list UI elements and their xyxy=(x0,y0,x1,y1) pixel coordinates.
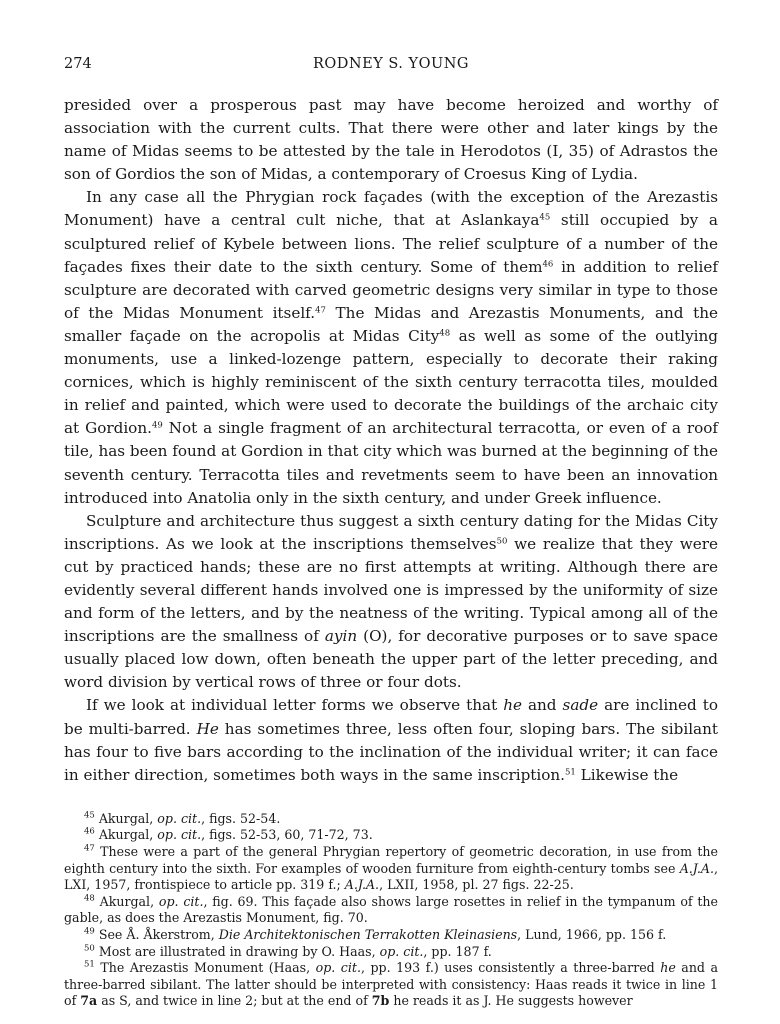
footnote-number: 46 xyxy=(84,826,95,837)
footnote-number: 45 xyxy=(84,810,95,821)
italic-citation: op. cit. xyxy=(157,810,202,826)
text-run: Most are illustrated in drawing by O. Haas, xyxy=(94,943,380,959)
italic-citation: op. cit. xyxy=(379,943,424,959)
journal-page xyxy=(64,56,718,1010)
body-text xyxy=(64,94,718,787)
italic-citation: op. cit. xyxy=(315,960,361,976)
text-run: , Lund, 1966, pp. 156 f. xyxy=(517,926,667,942)
text-run: , LXI, 1957, frontispiece to article pp. 319 f.; xyxy=(64,860,718,893)
text-run: , fig. 69. This façade also shows large rosettes in relief in the tympanum of the gable, as does the Arezastis Monument, fig. 70. xyxy=(64,893,718,926)
footnote-ref-47: 47 xyxy=(315,305,326,316)
footnote-50 xyxy=(64,944,718,961)
page-number: 274 xyxy=(64,56,92,72)
footnote-number: 48 xyxy=(84,893,95,904)
text-run: See Å. Åkerstrom, xyxy=(94,926,219,942)
text-run: has sometimes three, less often four, sloping bars. The sibilant has four to five bars according to the inclination of the individual writer; it can face in either direction, sometimes both ways in the same inscription. xyxy=(64,719,718,784)
italic-term-sade: sade xyxy=(562,696,599,715)
text-run: Akurgal, xyxy=(94,827,158,843)
footnote-47 xyxy=(64,844,718,894)
bold-inscription-ref: 7a xyxy=(80,993,98,1009)
text-run: , pp. 193 f.) uses consistently a three-barred xyxy=(360,960,661,976)
footnotes xyxy=(64,811,718,1010)
footnote-ref-45: 45 xyxy=(539,212,551,223)
footnote-45 xyxy=(64,811,718,828)
text-run: as well as some of the outlying monuments, use a linked-lozenge pattern, especially to decorate their raking cornices, which is highly reminiscent of the sixth century terracotta tiles, moulded in relief and painted, which were used to decorate the buildings of the archaic city at Gordion. xyxy=(64,326,719,438)
text-run: and xyxy=(521,696,563,715)
text-run: Sculpture and architecture thus suggest a sixth century dating for the Midas City inscriptions. As we look at the inscriptions themselves xyxy=(64,511,718,553)
text-run: are inclined to be multi-barred. xyxy=(64,696,718,738)
footnote-ref-49: 49 xyxy=(151,420,163,431)
footnote-number: 47 xyxy=(84,843,95,854)
italic-term-he: he xyxy=(503,696,522,715)
text-run: (O), for decorative purposes or to save space usually placed low down, often beneath the upper part of the letter preceding, and word division by vertical rows of three or four dots. xyxy=(64,627,718,692)
italic-citation: op. cit. xyxy=(157,827,202,843)
footnote-ref-51: 51 xyxy=(565,767,576,778)
footnote-number: 50 xyxy=(84,943,95,954)
text-run: still occupied by a sculptured relief of Kybele between lions. The relief sculpture of a number of the façades fixes their date to the sixth century. Some of them xyxy=(64,211,718,276)
text-run: The Midas and Arezastis Monuments, and the smaller façade on the acropolis at Midas City xyxy=(64,303,719,345)
footnote-46 xyxy=(64,827,718,844)
text-run: Not a single fragment of an architectural terracotta, or even of a roof tile, has been found at Gordion in that city which was burned at the beginning of the seventh century. Terracotta tiles and revetments seem to have been an innovation introduced into Anatolia only in the sixth century, and under Greek influence. xyxy=(64,419,718,507)
text-run: we realize that they were cut by practiced hands; these are no first attempts at writing. Although there are evidently several different hands involved one is impressed by the uniformity of size and form of the letters, and by the neatness of the writing. Typical among all of the inscriptions are the smallness of xyxy=(64,534,718,646)
text-run: , figs. 52-53, 60, 71-72, 73. xyxy=(201,827,373,843)
paragraph-2 xyxy=(64,186,718,509)
italic-citation: A.J.A. xyxy=(344,877,380,893)
text-run: These were a part of the general Phrygian repertory of geometric decoration, in use from the eighth century into the sixth. For examples of wooden furniture from eighth-century tombs see xyxy=(64,844,718,876)
text-run: , figs. 52-54. xyxy=(201,810,281,826)
text-run: The Arezastis Monument (Haas, xyxy=(94,960,316,976)
text-run: Akurgal, xyxy=(94,810,158,826)
text-run: If we look at individual letter forms we observe that xyxy=(86,696,504,715)
footnote-number: 49 xyxy=(84,926,95,937)
text-run: he reads it as J. He suggests however xyxy=(389,993,633,1009)
text-run: In any case all the Phrygian rock façades (with the exception of the Arezastis Monument) have a central cult niche, that at Aslankaya xyxy=(64,188,718,230)
italic-term-ayin: ayin xyxy=(324,627,358,646)
italic-citation: Die Architektonischen Terrakotten Kleinasiens xyxy=(218,926,518,942)
footnote-51 xyxy=(64,960,718,1010)
bold-inscription-ref: 7b xyxy=(371,993,390,1009)
page-header xyxy=(64,56,718,80)
paragraph-4 xyxy=(64,694,718,786)
text-run: as S, and twice in line 2; but at the end of xyxy=(97,993,372,1009)
text-run: , pp. 187 f. xyxy=(423,943,492,959)
paragraph-3 xyxy=(64,510,718,695)
italic-term-he: He xyxy=(196,719,219,738)
footnote-ref-46: 46 xyxy=(542,259,554,270)
text-run: Akurgal, xyxy=(94,893,159,909)
italic-citation: A.J.A. xyxy=(679,860,714,876)
text-run: Likewise the xyxy=(575,765,679,784)
paragraph-1 xyxy=(64,94,718,186)
text-run: in addition to relief sculpture are decorated with carved geometric designs very similar in type to those of the Midas Monument itself. xyxy=(64,257,718,322)
footnote-49 xyxy=(64,927,718,944)
running-head: RODNEY S. YOUNG xyxy=(313,56,469,72)
italic-citation: op. cit. xyxy=(158,893,204,909)
italic-term-he: he xyxy=(660,960,676,976)
text-run: and a three-barred sibilant. The latter should be interpreted with consistency: Haas reads it twice in line 1 of xyxy=(64,960,718,1009)
footnote-48 xyxy=(64,894,718,927)
footnote-ref-50: 50 xyxy=(496,536,508,547)
footnote-ref-48: 48 xyxy=(439,328,451,339)
footnote-number: 51 xyxy=(84,959,95,970)
text-run: , LXII, 1958, pl. 27 figs. 22-25. xyxy=(379,877,574,893)
paragraph-1-text: presided over a prosperous past may have become heroized and worthy of association with the current cults. That there were other and later kings by the name of Midas seems to be attested by the tale in Herodotos (I, 35) of Adrastos the son of Gordios the son of Midas, a contemporary of Croesus King of Lydia. xyxy=(64,96,718,184)
